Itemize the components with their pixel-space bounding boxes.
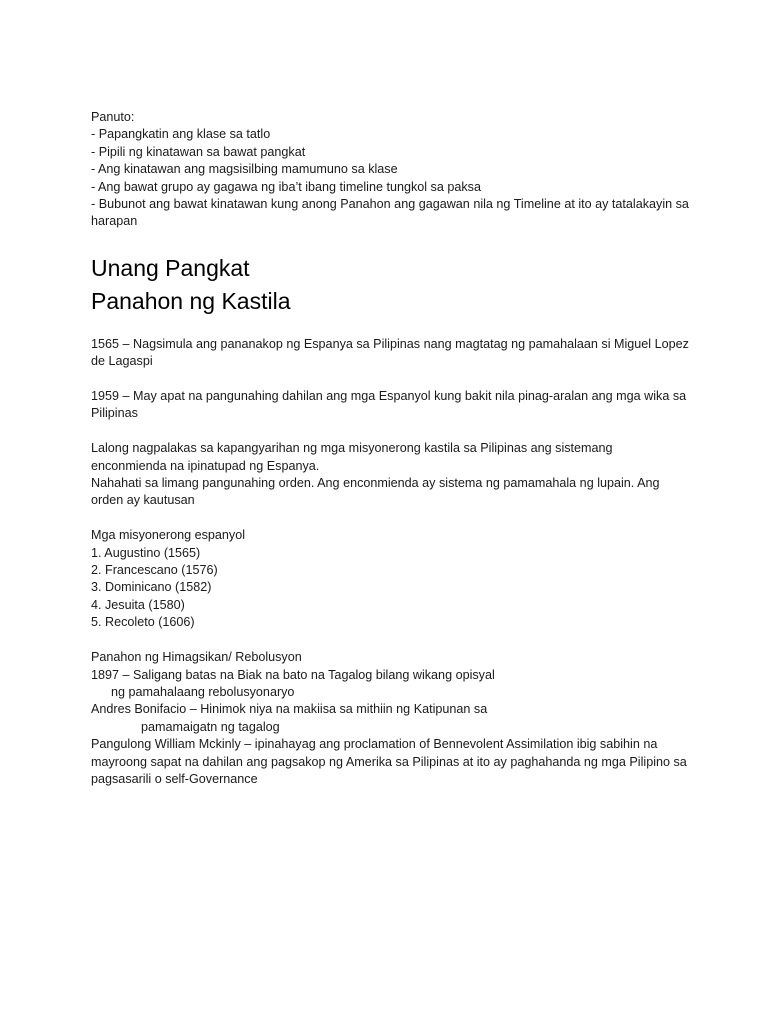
instruction-item: - Pipili ng kinatawan sa bawat pangkat <box>91 144 306 159</box>
instruction-item: - Ang bawat grupo ay gagawa ng iba’t ibang timeline tungkol sa paksa <box>91 179 481 194</box>
missionaries-title: Mga misyonerong espanyol <box>91 528 246 543</box>
instruction-item: - Ang kinatawan ang magsisilbing mamumuno sa klase <box>91 162 398 177</box>
revolution-bonifacio: Andres Bonifacio – Hinimok niya na makiisa sa mithiin ng Katipunan sa <box>91 702 488 717</box>
revolution-1897: 1897 – Saligang batas na Biak na bato na Tagalog bilang wikang opisyal <box>91 667 495 682</box>
period-heading: Panahon ng Kastila <box>91 287 291 314</box>
revolution-bonifacio-cont: pamamaigatn ng tagalog <box>141 719 280 734</box>
list-item: 5. Recoleto (1606) <box>91 615 195 630</box>
list-item: 2. Francescano (1576) <box>91 563 218 578</box>
missionaries-list <box>91 527 691 631</box>
document-page <box>91 109 691 788</box>
instructions-block <box>91 109 691 231</box>
paragraph-1959: 1959 – May apat na pangunahing dahilan ang mga Espanyol kung bakit nila pinag-aralan ang mga wika sa Pilipinas <box>91 389 687 421</box>
group-heading: Unang Pangkat <box>91 254 250 281</box>
paragraph-orden: Nahahati sa limang pangunahing orden. Ang enconmienda ay sistema ng pamamahala ng lupain. Ang orden ay kautusan <box>91 476 660 508</box>
revolution-title: Panahon ng Himagsikan/ Rebolusyon <box>91 650 302 665</box>
list-item: 1. Augustino (1565) <box>91 545 201 560</box>
revolution-1897-cont: ng pamahalaang rebolusyonaryo <box>111 684 295 699</box>
instructions-title: Panuto: <box>91 110 135 124</box>
revolution-block <box>91 649 691 788</box>
revolution-mckinly: Pangulong William Mckinly – ipinahayag ang proclamation of Bennevolent Assimilation ibig sabihin na mayroong sapat na dahilan ang pagsakop ng Amerika sa Pilipinas at ito ay paghahanda ng mga Pilipino sa pagsasarili o self-Governance <box>91 737 687 786</box>
instruction-item: - Bubunot ang bawat kinatawan kung anong Panahon ang gagawan nila ng Timeline at ito ay tatalakayin sa harapan <box>91 197 689 229</box>
instruction-item: - Papangkatin ang klase sa tatlo <box>91 127 271 142</box>
list-item: 4. Jesuita (1580) <box>91 597 185 612</box>
list-item: 3. Dominicano (1582) <box>91 580 212 595</box>
paragraph-1565: 1565 – Nagsimula ang pananakop ng Espanya sa Pilipinas nang magtatag ng pamahalaan si Miguel Lopez de Lagaspi <box>91 336 689 369</box>
section-headings <box>91 252 691 318</box>
paragraph-enconmienda: Lalong nagpalakas sa kapangyarihan ng mga misyonerong kastila sa Pilipinas ang sistemang enconmienda na ipinatupad ng Espanya. <box>91 441 613 473</box>
